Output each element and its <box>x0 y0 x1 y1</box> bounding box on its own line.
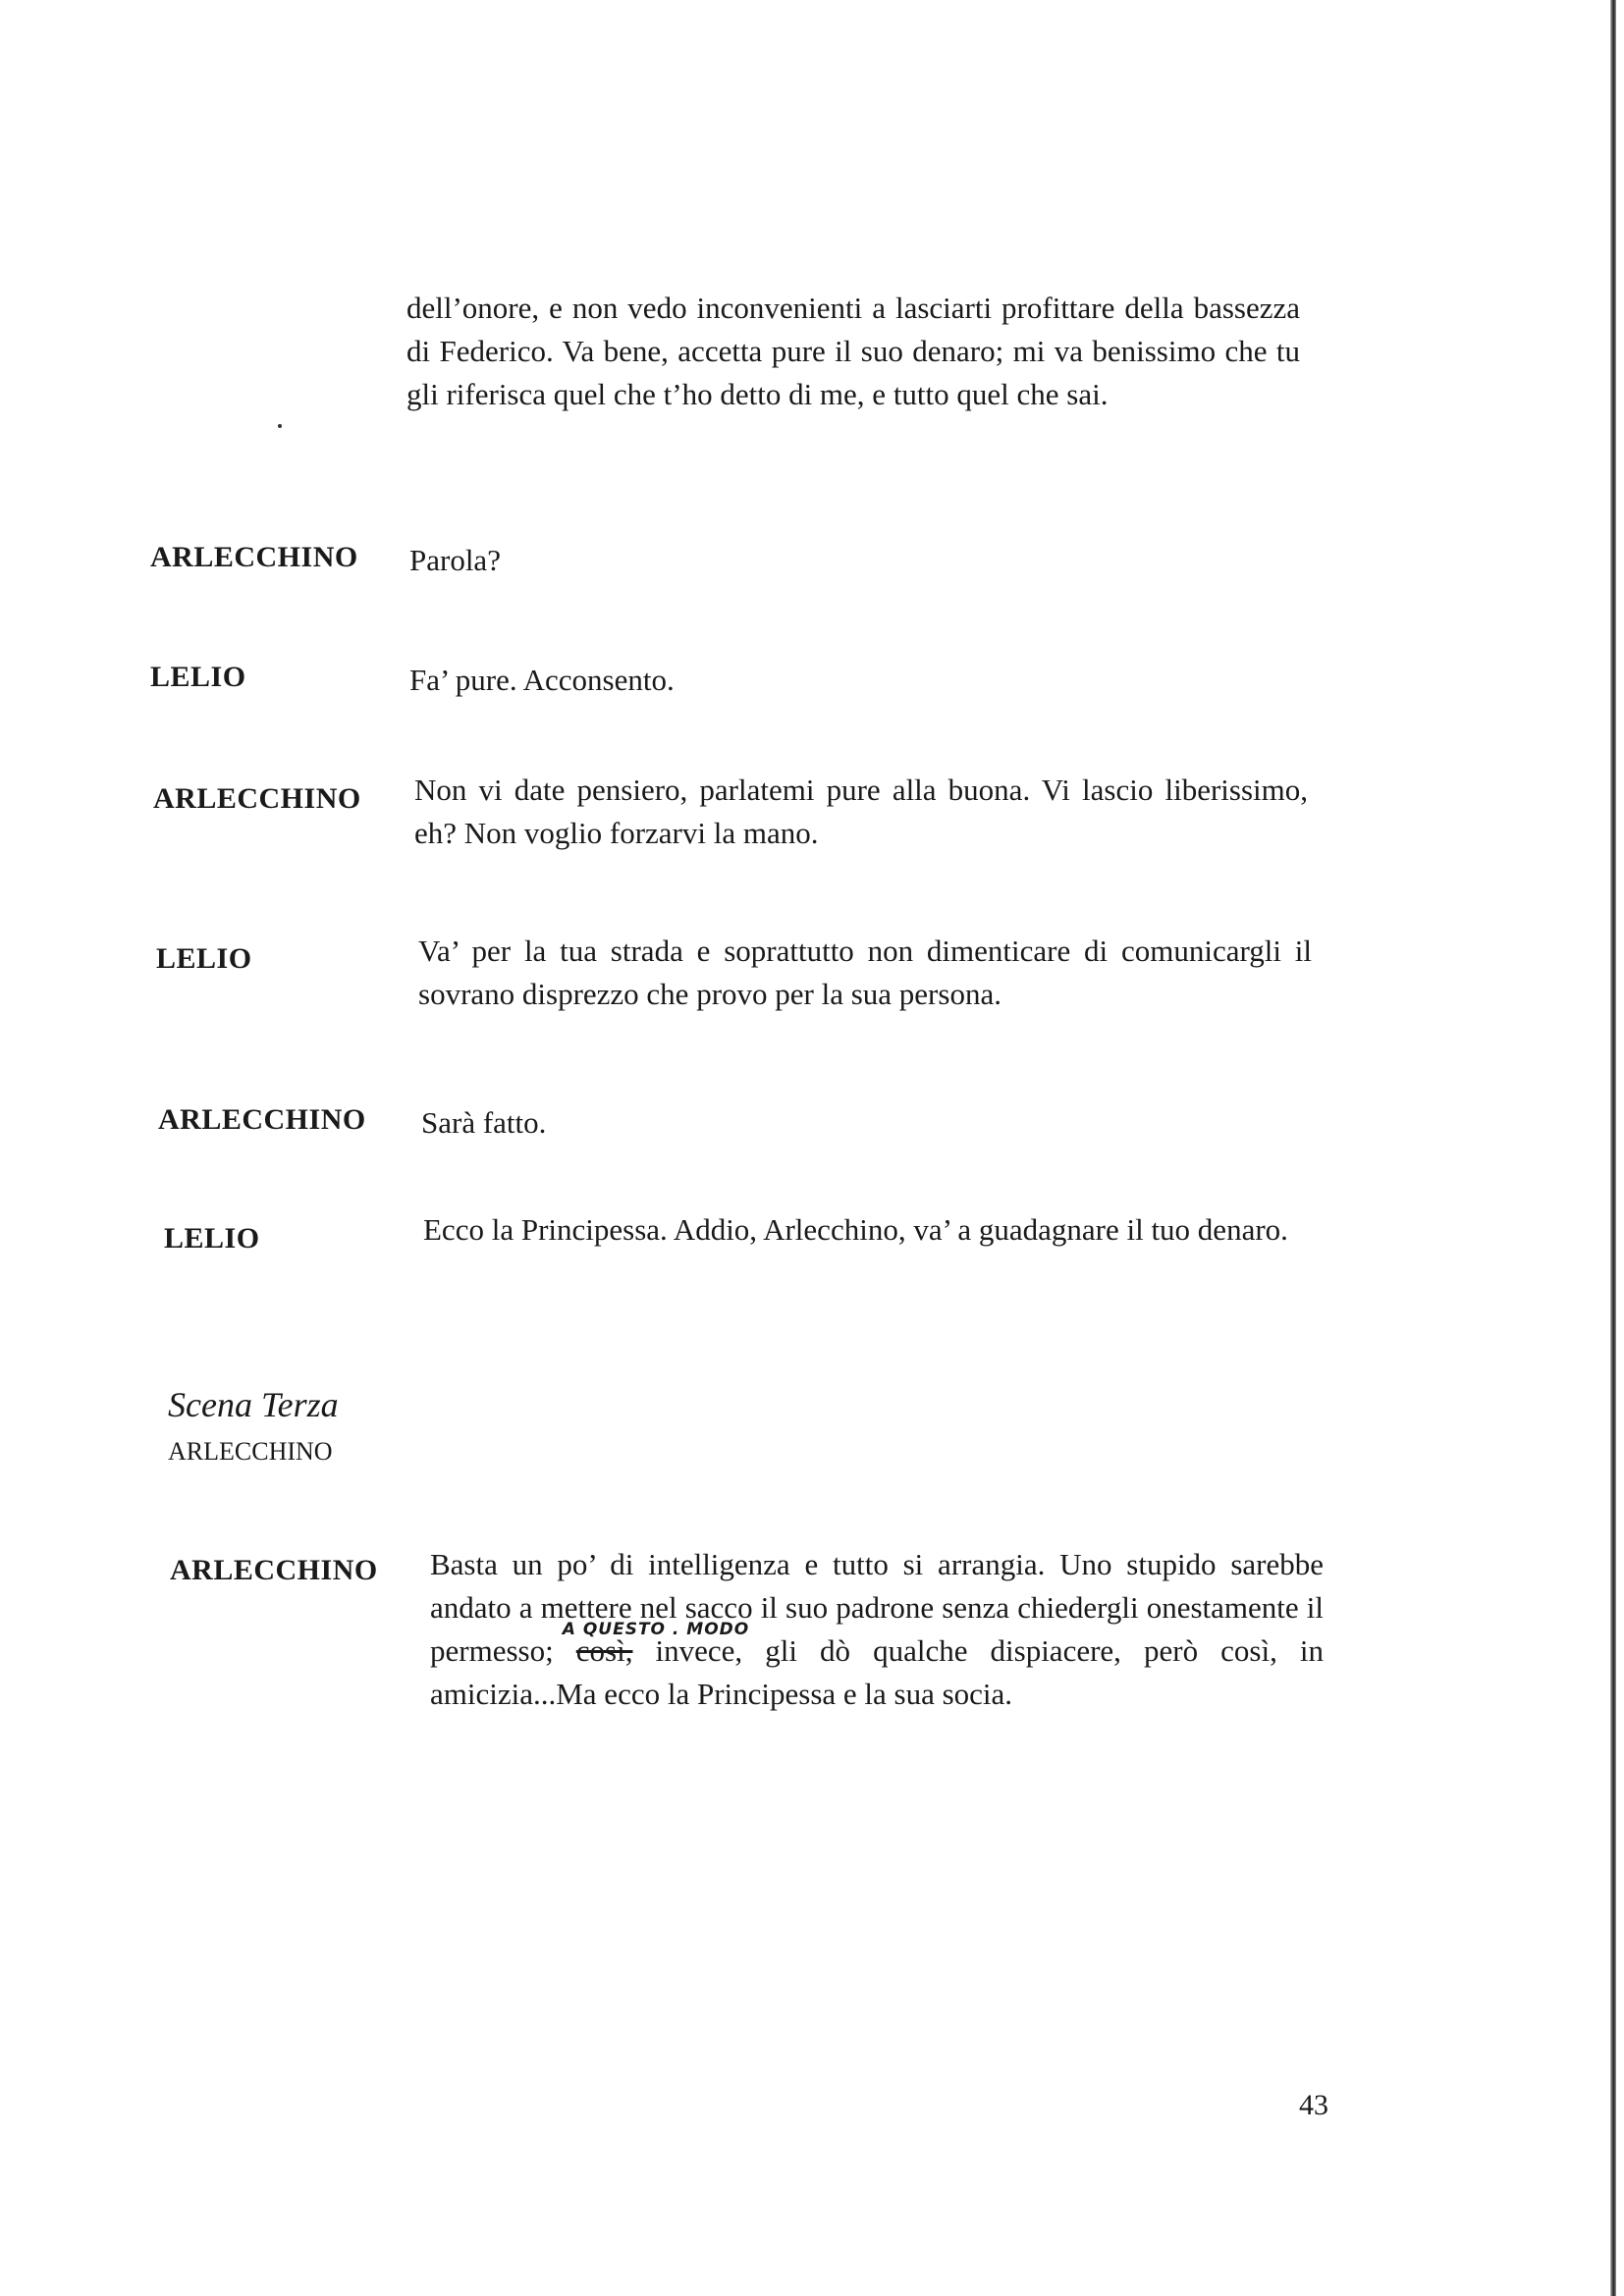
dialogue-line: Va’ per la tua strada e soprattutto non dimenticare di comunicargli il sovrano disprezzo che provo per la sua persona. <box>418 934 1312 1011</box>
dialogue-line: Parola? <box>409 543 501 577</box>
scene-title: Scena Terza <box>168 1385 339 1424</box>
opening-paragraph: dell’onore, e non vedo inconvenienti a lasciarti profittare della bassezza di Federico. Va bene, accetta pure il suo denaro; mi va benissimo che tu gli riferisca quel che t’ho detto di me, e tutto quel che sai. <box>406 291 1300 411</box>
speaker-label: ARLECCHINO <box>150 541 358 573</box>
scene-cast: ARLECCHINO <box>168 1437 333 1466</box>
handwritten-correction: A QUESTO . MODO <box>562 1620 750 1639</box>
dialogue-line: Non vi date pensiero, parlatemi pure alla buona. Vi lascio liberissimo, eh? Non voglio forzarvi la mano. <box>414 773 1308 850</box>
dialogue-line: Fa’ pure. Acconsento. <box>409 663 675 697</box>
speech-text: invece, gli dò qualche dispiacere, però così, in amicizia...Ma ecco la Principessa e la sua socia. <box>430 1633 1324 1711</box>
struck-word: così, <box>575 1633 633 1668</box>
dialogue-line: Ecco la Principessa. Addio, Arlecchino, va’ a guadagnare il tuo denaro. <box>423 1212 1288 1247</box>
speaker-label: ARLECCHINO <box>158 1103 366 1136</box>
speaker-label: LELIO <box>164 1222 260 1255</box>
speech-text: Basta un po’ di intelligenza e tutto si arrangia. Uno stupido sarebbe andato a mettere nel sacco il suo padrone senza chiedergli onestamente il permesso; <box>430 1547 1324 1668</box>
speaker-label: ARLECCHINO <box>153 782 361 815</box>
speaker-label: LELIO <box>150 661 246 693</box>
page-number: 43 <box>1299 2089 1328 2121</box>
dialogue-line: Sarà fatto. <box>421 1105 547 1140</box>
final-speech <box>430 1543 1324 1716</box>
speaker-label: LELIO <box>156 942 252 975</box>
speaker-label: ARLECCHINO <box>170 1554 378 1586</box>
scan-speck <box>278 424 282 428</box>
scan-edge <box>1610 0 1616 2296</box>
